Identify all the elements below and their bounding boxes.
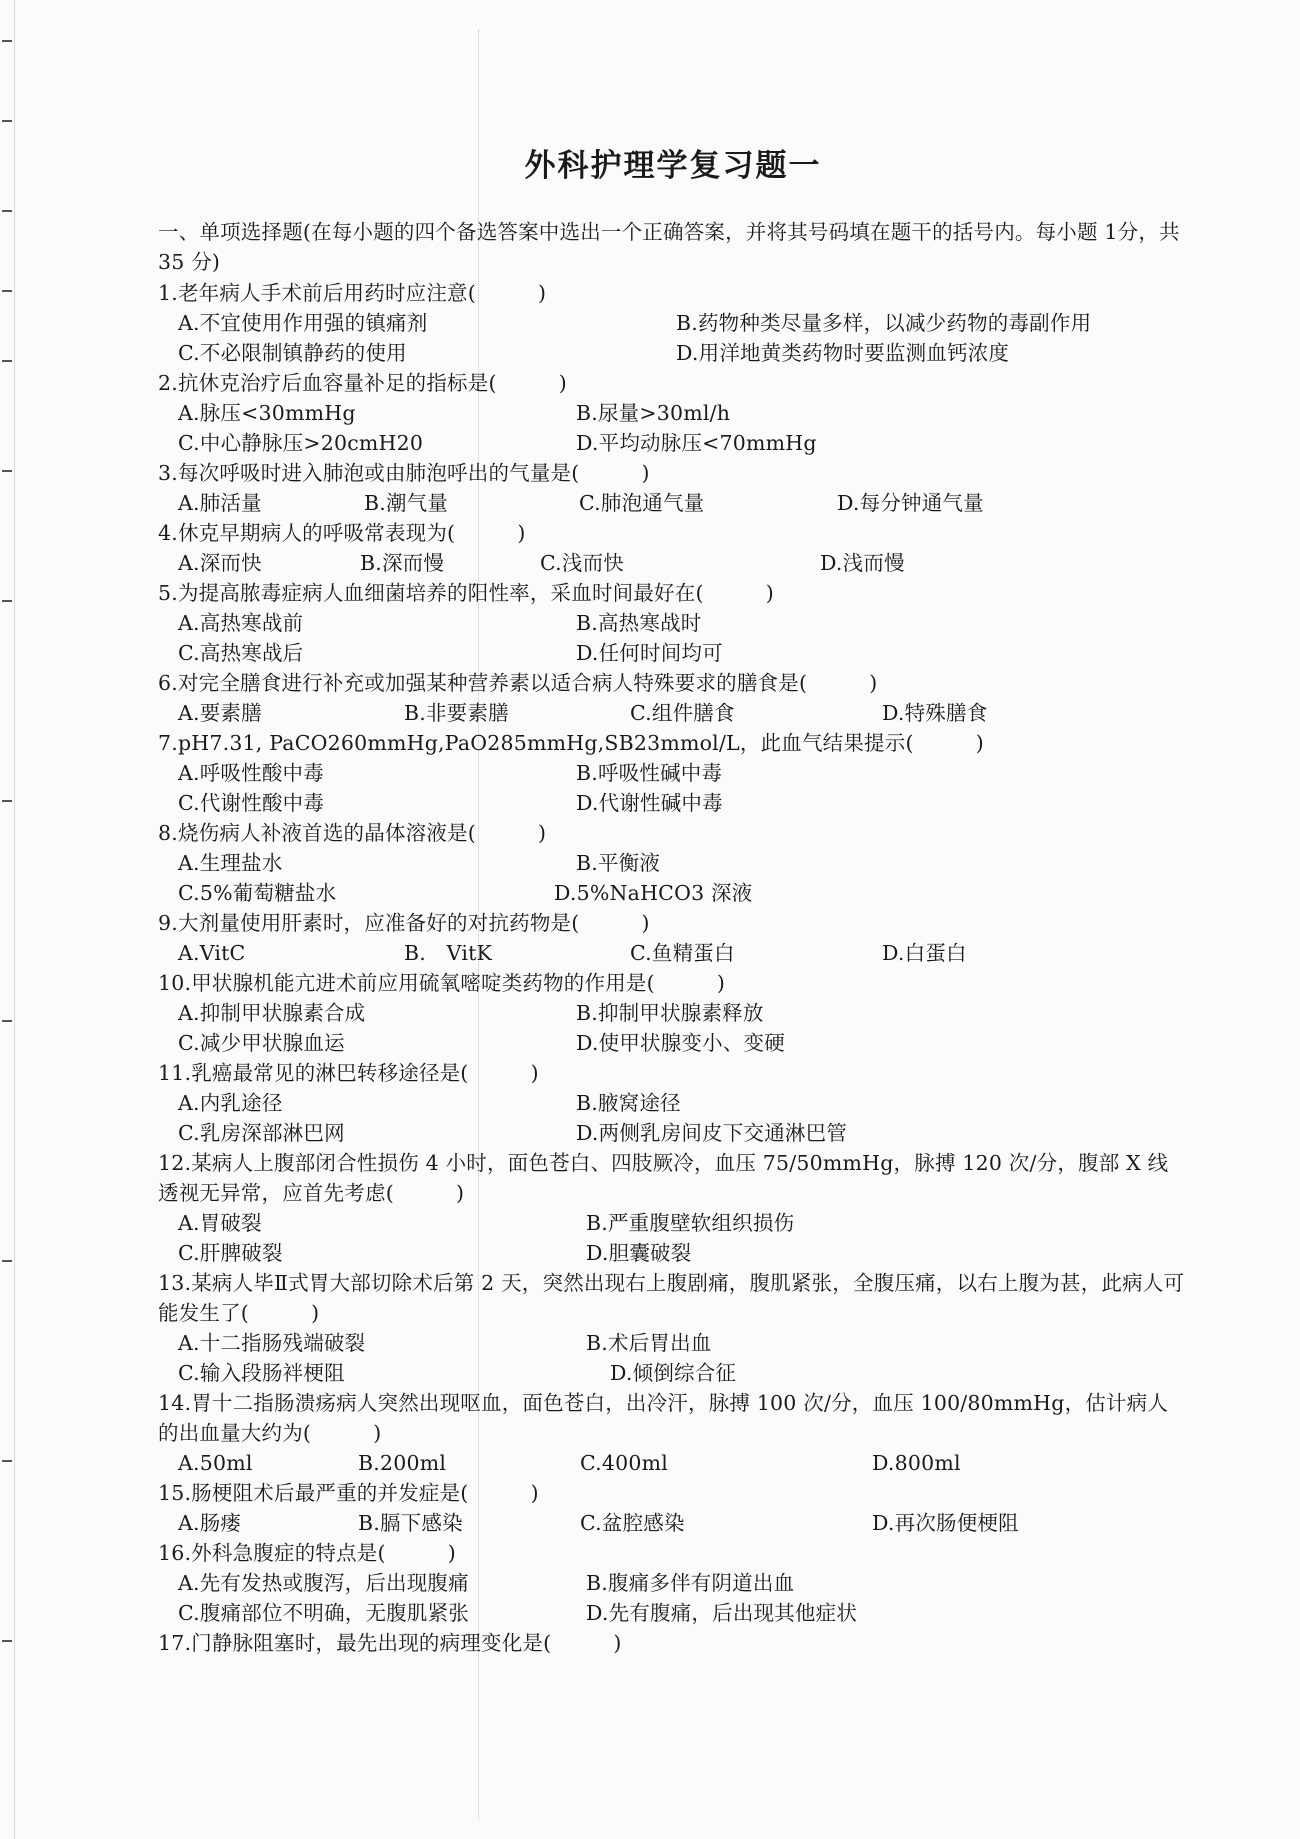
question-stem: 11.乳癌最常见的淋巴转移途径是( ): [158, 1061, 539, 1085]
option-b: B.药物种类尽量多样，以减少药物的毒副作用: [676, 311, 1092, 335]
option-d: D.代谢性碱中毒: [576, 791, 723, 815]
question-stem: 7.pH7.31, PaCO260mmHg,PaO285mmHg,SB23mmol/L，此血气结果提示( ): [158, 731, 984, 755]
question-6: [158, 668, 1188, 728]
option-d: D.胆囊破裂: [586, 1241, 692, 1265]
question-stem: 3.每次呼吸时进入肺泡或由肺泡呼出的气量是( ): [158, 461, 650, 485]
option-a: A.50ml: [178, 1451, 253, 1475]
option-a: A.脉压<30mmHg: [178, 401, 356, 425]
section-instructions: 一、单项选择题(在每小题的四个备选答案中选出一个正确答案，并将其号码填在题干的括号内。每小题 1分，共 35 分): [158, 220, 1180, 274]
option-row: [178, 1238, 1188, 1268]
question-9: [158, 908, 1188, 968]
option-d: D.特殊膳食: [882, 701, 988, 725]
question-8: [158, 818, 1188, 908]
question-stem: 5.为提高脓毒症病人血细菌培养的阳性率，采血时间最好在( ): [158, 581, 774, 605]
binding-edge: [0, 0, 15, 1839]
option-row: [178, 878, 1188, 908]
option-a: A.不宜使用作用强的镇痛剂: [178, 311, 428, 335]
question-stem: 16.外科急腹症的特点是( ): [158, 1541, 456, 1565]
question-4: [158, 518, 1188, 578]
option-row: [178, 1448, 1188, 1478]
question-3: [158, 458, 1188, 518]
option-c: C.输入段肠袢梗阻: [178, 1361, 345, 1385]
option-b: B. VitK: [404, 941, 493, 965]
option-b: B.平衡液: [576, 851, 661, 875]
option-d: D.再次肠便梗阻: [872, 1511, 1019, 1535]
option-row: [178, 548, 1188, 578]
exam-page: [158, 140, 1188, 1658]
option-b: B.尿量>30ml/h: [576, 401, 731, 425]
option-a: A.肠瘘: [178, 1511, 242, 1535]
option-a: A.肺活量: [178, 491, 262, 515]
option-d: D.800ml: [872, 1451, 961, 1475]
option-row: [178, 398, 1188, 428]
option-d: D.白蛋白: [882, 941, 967, 965]
option-a: A.深而快: [178, 551, 262, 575]
option-d: D.浅而慢: [820, 551, 905, 575]
page-title: 外科护理学复习题一: [524, 148, 822, 184]
option-row: [178, 608, 1188, 638]
option-c: C.腹痛部位不明确，无腹肌紧张: [178, 1601, 469, 1625]
question-stem: 17.门静脉阻塞时，最先出现的病理变化是( ): [158, 1631, 622, 1655]
option-row: [178, 938, 1188, 968]
question-stem: 14.胃十二指肠溃疡病人突然出现呕血，面色苍白，出冷汗，脉搏 100 次/分，血压 100/80mmHg，估计病人的出血量大约为( ): [158, 1391, 1169, 1445]
option-row: [178, 848, 1188, 878]
question-1: [158, 278, 1188, 368]
option-c: C.组件膳食: [630, 701, 735, 725]
option-d: D.平均动脉压<70mmHg: [576, 431, 817, 455]
question-10: [158, 968, 1188, 1058]
option-b: B.深而慢: [360, 551, 445, 575]
option-d: D.使甲状腺变小、变硬: [576, 1031, 785, 1055]
option-a: A.VitC: [178, 941, 246, 965]
option-a: A.十二指肠残端破裂: [178, 1331, 366, 1355]
option-row: [178, 1028, 1188, 1058]
option-c: C.肺泡通气量: [579, 491, 705, 515]
option-b: B.呼吸性碱中毒: [576, 761, 723, 785]
question-14: [158, 1388, 1188, 1478]
option-c: C.浅而快: [540, 551, 624, 575]
option-row: [178, 1508, 1188, 1538]
option-c: C.减少甲状腺血运: [178, 1031, 345, 1055]
question-16: [158, 1538, 1188, 1628]
question-stem: 2.抗休克治疗后血容量补足的指标是( ): [158, 371, 567, 395]
option-b: B.腋窝途径: [576, 1091, 681, 1115]
option-b: B.抑制甲状腺素释放: [576, 1001, 764, 1025]
option-b: B.严重腹壁软组织损伤: [586, 1211, 795, 1235]
option-c: C.高热寒战后: [178, 641, 304, 665]
option-d: D.两侧乳房间皮下交通淋巴管: [576, 1121, 848, 1145]
option-b: B.高热寒战时: [576, 611, 702, 635]
question-7: [158, 728, 1188, 818]
option-b: B.腹痛多伴有阴道出血: [586, 1571, 795, 1595]
option-d: D.用洋地黄类药物时要监测血钙浓度: [676, 341, 1010, 365]
option-row: [178, 1568, 1188, 1598]
question-15: [158, 1478, 1188, 1538]
option-row: [178, 1598, 1188, 1628]
option-row: [178, 1328, 1188, 1358]
question-stem: 1.老年病人手术前后用药时应注意( ): [158, 281, 547, 305]
option-d: D.5%NaHCO3 深液: [554, 881, 753, 905]
option-row: [178, 638, 1188, 668]
question-17: [158, 1628, 1188, 1658]
option-b: B.200ml: [358, 1451, 447, 1475]
option-row: [178, 488, 1188, 518]
option-row: [178, 308, 1188, 338]
option-a: A.要素膳: [178, 701, 262, 725]
question-13: [158, 1268, 1188, 1388]
question-stem: 8.烧伤病人补液首选的晶体溶液是( ): [158, 821, 547, 845]
option-c: C.不必限制镇静药的使用: [178, 341, 407, 365]
option-row: [178, 998, 1188, 1028]
option-row: [178, 788, 1188, 818]
option-c: C.5%葡萄糖盐水: [178, 881, 337, 905]
option-row: [178, 1358, 1188, 1388]
option-b: B.潮气量: [364, 491, 449, 515]
option-d: D.倾倒综合征: [610, 1361, 737, 1385]
question-stem: 9.大剂量使用肝素时，应准备好的对抗药物是( ): [158, 911, 650, 935]
option-row: [178, 698, 1188, 728]
option-c: C.乳房深部淋巴网: [178, 1121, 345, 1145]
option-a: A.胃破裂: [178, 1211, 262, 1235]
option-c: C.代谢性酸中毒: [178, 791, 325, 815]
question-stem: 12.某病人上腹部闭合性损伤 4 小时，面色苍白、四肢厥冷，血压 75/50mmHg，脉搏 120 次/分，腹部 X 线透视无异常，应首先考虑( ): [158, 1151, 1169, 1205]
question-11: [158, 1058, 1188, 1148]
option-a: A.内乳途径: [178, 1091, 283, 1115]
question-stem: 10.甲状腺机能亢进术前应用硫氧嘧啶类药物的作用是( ): [158, 971, 726, 995]
option-d: D.先有腹痛，后出现其他症状: [586, 1601, 858, 1625]
option-a: A.抑制甲状腺素合成: [178, 1001, 366, 1025]
option-a: A.生理盐水: [178, 851, 283, 875]
question-12: [158, 1148, 1188, 1268]
option-a: A.先有发热或腹泻，后出现腹痛: [178, 1571, 469, 1595]
option-b: B.膈下感染: [358, 1511, 463, 1535]
option-row: [178, 1088, 1188, 1118]
option-a: A.高热寒战前: [178, 611, 304, 635]
question-stem: 6.对完全膳食进行补充或加强某种营养素以适合病人特殊要求的膳食是( ): [158, 671, 878, 695]
question-stem: 13.某病人毕Ⅱ式胃大部切除术后第 2 天，突然出现右上腹剧痛，腹肌紧张，全腹压痛，以右上腹为甚，此病人可能发生了( ): [158, 1271, 1185, 1325]
option-b: B.非要素膳: [404, 701, 509, 725]
option-row: [178, 428, 1188, 458]
option-b: B.术后胃出血: [586, 1331, 712, 1355]
option-d: D.每分钟通气量: [837, 491, 984, 515]
option-a: A.呼吸性酸中毒: [178, 761, 324, 785]
option-row: [178, 758, 1188, 788]
option-c: C.中心静脉压>20cmH20: [178, 431, 424, 455]
question-2: [158, 368, 1188, 458]
question-5: [158, 578, 1188, 668]
option-row: [178, 1208, 1188, 1238]
question-stem: 15.肠梗阻术后最严重的并发症是( ): [158, 1481, 539, 1505]
option-row: [178, 338, 1188, 368]
option-d: D.任何时间均可: [576, 641, 723, 665]
option-c: C.盆腔感染: [580, 1511, 685, 1535]
option-c: C.肝脾破裂: [178, 1241, 283, 1265]
option-c: C.鱼精蛋白: [630, 941, 735, 965]
option-c: C.400ml: [580, 1451, 668, 1475]
question-stem: 4.休克早期病人的呼吸常表现为( ): [158, 521, 526, 545]
option-row: [178, 1118, 1188, 1148]
